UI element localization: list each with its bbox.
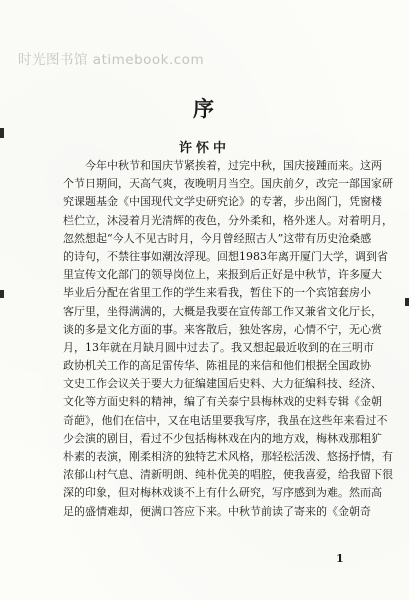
scan-edge-mark bbox=[405, 298, 409, 306]
body-line: 奇葩》，他们在信中，又在电话里要我写序，我虽在这些年来看过不 bbox=[63, 413, 388, 427]
body-line: 足的盛情难却，便满口答应下来。中秋节前读了寄来的《金朝奇 bbox=[63, 504, 371, 518]
body-line: 今年中秋节和国庆节紧挨着，过完中秋，国庆接踵而来。这两 bbox=[85, 159, 382, 172]
preface-author: 许怀中 bbox=[178, 141, 230, 156]
body-line: 栏伫立，沐浸着月光清辉的夜色，分外柔和，格外迷人。对着明月， bbox=[63, 213, 393, 227]
body-line: 文化等方面史料的精神，编了有关泰宁县梅林戏的史料专辑《金朝 bbox=[63, 395, 382, 409]
body-line: 的诗句，不禁往事如潮汝浮现。回想1983年离开厦门大学，调到省 bbox=[63, 249, 388, 263]
preface-title: 序 bbox=[193, 96, 216, 121]
body-line: 里宣传文化部门的领导岗位上，来报到后正好是中秋节，许多厦大 bbox=[63, 268, 382, 282]
page-number: 1 bbox=[336, 552, 344, 565]
body-line: 客厅里，坐得满满的，大概是我要在宣传部工作又兼省文化厅长， bbox=[63, 304, 382, 318]
body-line: 少会演的剧目，看过不少包括梅林戏在内的地方戏，梅林戏那粗犷 bbox=[63, 431, 382, 445]
body-line: 月，13年就在月缺月圆中过去了。我又想起最近收到的在三明市 bbox=[63, 340, 374, 354]
preface-body bbox=[63, 157, 393, 521]
body-line: 朴素的表演，刚柔相济的独特艺术风格，那轻松活泼、悠扬抒情，有 bbox=[63, 450, 393, 463]
body-line: 政协机关工作的高足雷传华、陈祖昆的来信和他们根据全国政协 bbox=[63, 359, 371, 373]
body-line: 究课题基金《中国现代文学史研究论》的专著，步出阁门，凭窗楼 bbox=[63, 195, 382, 209]
body-line: 谈的多是文化方面的事。来客散后，独处客房，心情不宁，无心赏 bbox=[63, 322, 382, 336]
body-line: 毕业后分配在省里工作的学生来看我，暂住下的一个宾馆套房小 bbox=[63, 286, 371, 300]
body-line: 忽然想起“今人不见古时月，今月曾经照古人”这带有历史沧桑感 bbox=[63, 231, 372, 245]
scan-edge-mark bbox=[0, 290, 4, 298]
watermark-text: 时光图书馆 atimebook.com bbox=[18, 52, 205, 68]
body-line: 深的印象，但对梅林戏谈不上有什么研究，写序感到为难。然而高 bbox=[63, 486, 382, 500]
body-line: 文史工作会议关于要大力征编建国后史料、大力征编科技、经济、 bbox=[63, 377, 382, 391]
body-line: 个节日期间，天高气爽，夜晚明月当空。国庆前夕，改完一部国家研 bbox=[63, 177, 393, 191]
body-line: 浓郁山村气息、清新明朗、纯朴优美的唱腔，使我喜爱，给我留下很 bbox=[63, 468, 393, 482]
